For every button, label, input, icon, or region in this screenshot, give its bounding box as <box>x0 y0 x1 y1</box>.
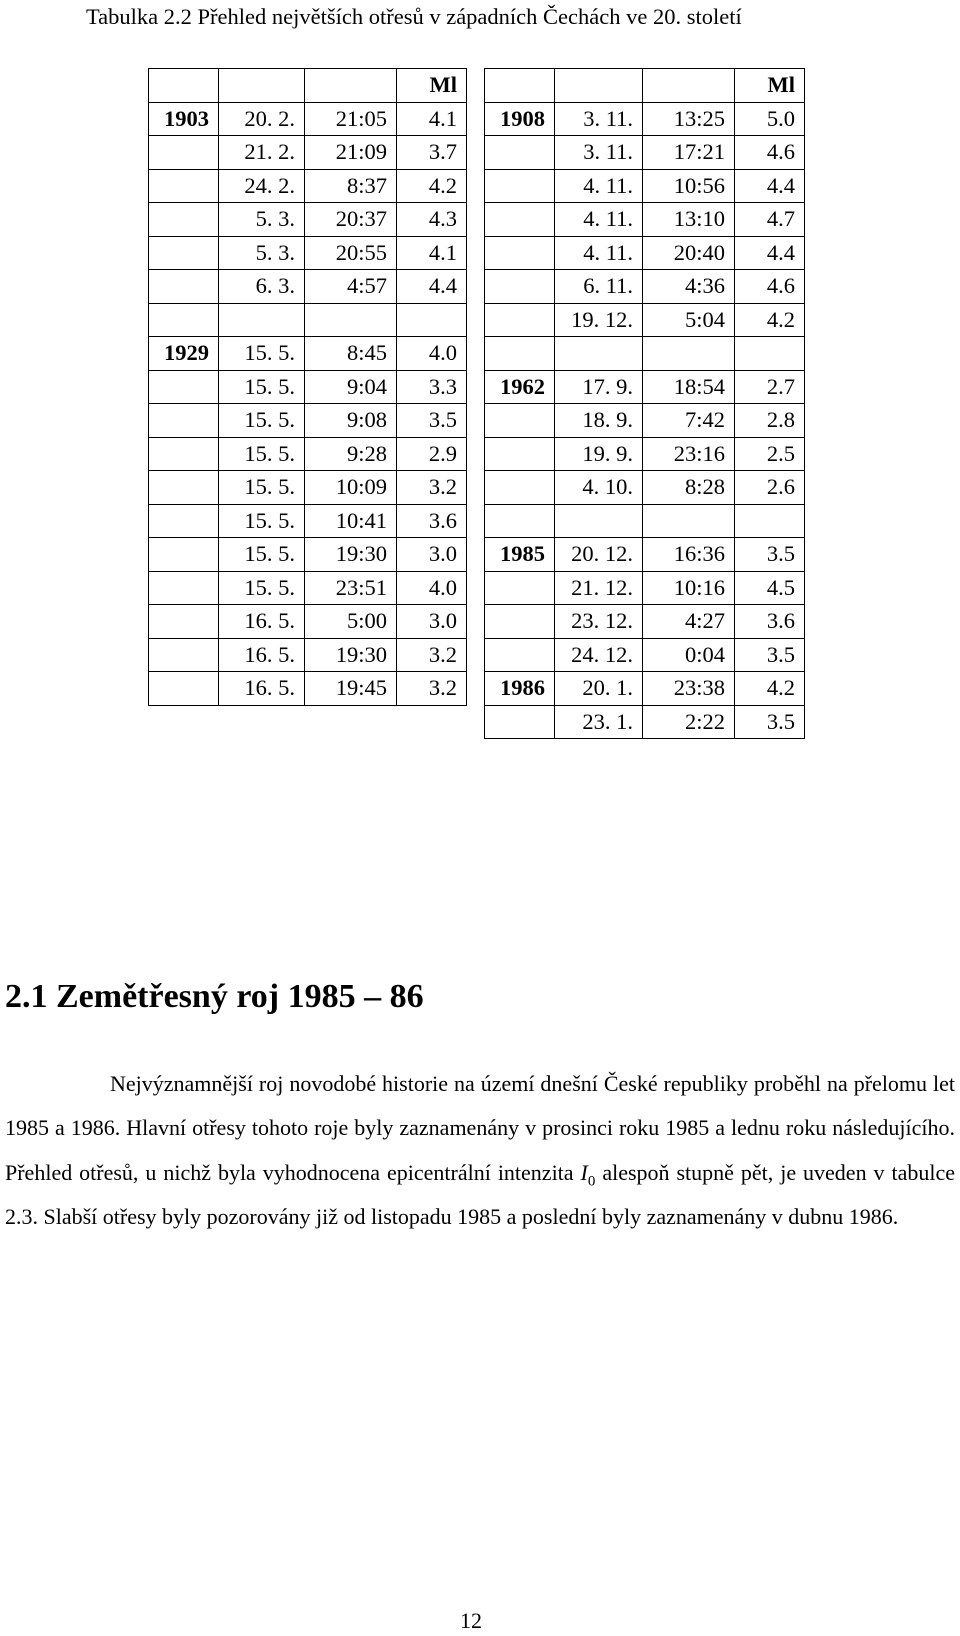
table-row <box>149 504 467 538</box>
year-cell: 1908 <box>485 102 555 136</box>
date-cell <box>555 337 643 371</box>
time-cell: 5:04 <box>643 303 735 337</box>
year-cell <box>149 571 219 605</box>
table-row <box>149 270 467 304</box>
year-cell <box>485 504 555 538</box>
ml-header-cell: Ml <box>397 69 467 103</box>
time-cell: 17:21 <box>643 136 735 170</box>
time-cell: 9:04 <box>305 370 397 404</box>
date-cell: 15. 5. <box>219 337 305 371</box>
magnitude-cell: 3.6 <box>735 605 805 639</box>
date-cell: 4. 10. <box>555 471 643 505</box>
table-row <box>485 270 805 304</box>
year-cell <box>485 136 555 170</box>
date-cell: 15. 5. <box>219 404 305 438</box>
time-cell: 21:09 <box>305 136 397 170</box>
date-cell: 16. 5. <box>219 605 305 639</box>
year-cell <box>149 638 219 672</box>
magnitude-cell: 4.2 <box>397 169 467 203</box>
date-cell <box>219 303 305 337</box>
date-cell: 19. 12. <box>555 303 643 337</box>
table-row <box>485 437 805 471</box>
year-cell <box>485 236 555 270</box>
intensity-subscript: 0 <box>587 1173 596 1190</box>
table-row <box>149 236 467 270</box>
magnitude-cell: 4.0 <box>397 337 467 371</box>
table-row <box>149 571 467 605</box>
magnitude-cell: 4.3 <box>397 203 467 237</box>
time-cell <box>305 69 397 103</box>
year-cell <box>485 203 555 237</box>
magnitude-cell: 4.1 <box>397 236 467 270</box>
table-row <box>485 571 805 605</box>
time-cell: 0:04 <box>643 638 735 672</box>
time-cell: 10:16 <box>643 571 735 605</box>
time-cell: 2:22 <box>643 705 735 739</box>
table-row <box>485 337 805 371</box>
time-cell: 4:57 <box>305 270 397 304</box>
magnitude-cell: 4.4 <box>735 169 805 203</box>
date-cell <box>219 69 305 103</box>
year-cell <box>485 571 555 605</box>
time-cell <box>305 303 397 337</box>
date-cell: 20. 2. <box>219 102 305 136</box>
year-cell <box>485 69 555 103</box>
time-cell: 19:30 <box>305 638 397 672</box>
time-cell: 5:00 <box>305 605 397 639</box>
magnitude-cell: 4.1 <box>397 102 467 136</box>
table-row <box>485 672 805 706</box>
ml-header-cell: Ml <box>735 69 805 103</box>
page-number: 12 <box>460 1608 482 1633</box>
date-cell: 16. 5. <box>219 638 305 672</box>
year-cell <box>485 270 555 304</box>
section-heading: 2.1 Zemětřesný roj 1985 – 86 <box>5 978 424 1015</box>
magnitude-cell: 2.9 <box>397 437 467 471</box>
table-row <box>485 504 805 538</box>
date-cell <box>555 504 643 538</box>
year-cell <box>485 638 555 672</box>
date-cell: 17. 9. <box>555 370 643 404</box>
date-cell: 6. 11. <box>555 270 643 304</box>
table-row <box>149 136 467 170</box>
magnitude-cell: 5.0 <box>735 102 805 136</box>
table-row <box>149 169 467 203</box>
table-row <box>149 538 467 572</box>
date-cell: 3. 11. <box>555 102 643 136</box>
time-cell <box>643 69 735 103</box>
time-cell: 20:40 <box>643 236 735 270</box>
date-cell: 4. 11. <box>555 169 643 203</box>
time-cell: 19:45 <box>305 672 397 706</box>
table-row <box>485 303 805 337</box>
table-row <box>485 638 805 672</box>
year-cell <box>149 136 219 170</box>
year-cell <box>485 605 555 639</box>
magnitude-cell: 2.5 <box>735 437 805 471</box>
table-row <box>149 471 467 505</box>
magnitude-cell: 4.4 <box>735 236 805 270</box>
date-cell: 6. 3. <box>219 270 305 304</box>
table-row <box>149 672 467 706</box>
year-cell <box>149 370 219 404</box>
time-cell: 21:05 <box>305 102 397 136</box>
year-cell <box>149 471 219 505</box>
date-cell: 21. 12. <box>555 571 643 605</box>
magnitude-cell: 4.5 <box>735 571 805 605</box>
date-cell: 24. 12. <box>555 638 643 672</box>
magnitude-cell: 3.5 <box>735 538 805 572</box>
table-row <box>485 471 805 505</box>
table-row <box>149 370 467 404</box>
date-cell: 15. 5. <box>219 370 305 404</box>
year-cell: 1903 <box>149 102 219 136</box>
date-cell: 4. 11. <box>555 203 643 237</box>
table-row <box>485 538 805 572</box>
table-caption: Tabulka 2.2 Přehled největších otřesů v západních Čechách ve 20. století <box>86 4 742 29</box>
date-cell: 15. 5. <box>219 538 305 572</box>
year-cell <box>485 437 555 471</box>
time-cell <box>643 337 735 371</box>
date-cell: 23. 1. <box>555 705 643 739</box>
table-row <box>149 203 467 237</box>
date-cell: 21. 2. <box>219 136 305 170</box>
time-cell: 8:37 <box>305 169 397 203</box>
magnitude-cell: 3.5 <box>735 705 805 739</box>
intensity-symbol: I <box>580 1159 588 1185</box>
magnitude-cell: 4.7 <box>735 203 805 237</box>
magnitude-cell: 3.2 <box>397 638 467 672</box>
table-row <box>485 404 805 438</box>
date-cell: 15. 5. <box>219 437 305 471</box>
magnitude-cell: 3.0 <box>397 538 467 572</box>
time-cell: 23:38 <box>643 672 735 706</box>
time-cell <box>643 504 735 538</box>
year-cell <box>149 169 219 203</box>
magnitude-cell: 4.6 <box>735 270 805 304</box>
magnitude-cell: 2.6 <box>735 471 805 505</box>
date-cell: 23. 12. <box>555 605 643 639</box>
year-cell <box>149 437 219 471</box>
time-cell: 8:45 <box>305 337 397 371</box>
year-cell <box>485 404 555 438</box>
time-cell: 20:37 <box>305 203 397 237</box>
year-cell <box>485 303 555 337</box>
time-cell: 10:56 <box>643 169 735 203</box>
table-row <box>149 404 467 438</box>
time-cell: 4:36 <box>643 270 735 304</box>
magnitude-cell: 3.2 <box>397 471 467 505</box>
table-row <box>485 203 805 237</box>
date-cell: 4. 11. <box>555 236 643 270</box>
time-cell: 9:28 <box>305 437 397 471</box>
magnitude-cell <box>397 303 467 337</box>
date-cell: 5. 3. <box>219 203 305 237</box>
magnitude-cell: 4.4 <box>397 270 467 304</box>
table-row <box>149 303 467 337</box>
year-cell <box>149 69 219 103</box>
date-cell: 15. 5. <box>219 571 305 605</box>
table-row <box>485 705 805 739</box>
magnitude-cell: 3.5 <box>735 638 805 672</box>
magnitude-cell: 4.0 <box>397 571 467 605</box>
table-row <box>485 605 805 639</box>
year-cell <box>485 471 555 505</box>
table-row <box>485 136 805 170</box>
time-cell: 10:09 <box>305 471 397 505</box>
date-cell: 24. 2. <box>219 169 305 203</box>
date-cell: 5. 3. <box>219 236 305 270</box>
time-cell: 7:42 <box>643 404 735 438</box>
date-cell: 15. 5. <box>219 504 305 538</box>
date-cell: 15. 5. <box>219 471 305 505</box>
magnitude-cell: 2.7 <box>735 370 805 404</box>
table-row <box>149 437 467 471</box>
time-cell: 16:36 <box>643 538 735 572</box>
time-cell: 18:54 <box>643 370 735 404</box>
time-cell: 19:30 <box>305 538 397 572</box>
table-header-row <box>149 69 467 103</box>
time-cell: 4:27 <box>643 605 735 639</box>
year-cell <box>149 538 219 572</box>
magnitude-cell: 3.3 <box>397 370 467 404</box>
year-cell <box>149 504 219 538</box>
year-cell <box>149 672 219 706</box>
time-cell: 23:16 <box>643 437 735 471</box>
table-row <box>149 605 467 639</box>
paragraph-text-part2: alespoň stupně pět, je uveden v tabulce 2.3. Slabší otřesy byly pozorovány již od listopadu 1985 a poslední byly zaznamenány v dubnu 1986. <box>5 1159 956 1230</box>
earthquake-table-right <box>484 68 805 739</box>
year-cell: 1986 <box>485 672 555 706</box>
year-cell <box>485 337 555 371</box>
year-cell <box>149 303 219 337</box>
magnitude-cell: 4.2 <box>735 303 805 337</box>
year-cell <box>149 203 219 237</box>
magnitude-cell: 4.2 <box>735 672 805 706</box>
year-cell: 1929 <box>149 337 219 371</box>
date-cell: 16. 5. <box>219 672 305 706</box>
table-row <box>149 337 467 371</box>
year-cell <box>149 270 219 304</box>
date-cell: 3. 11. <box>555 136 643 170</box>
year-cell <box>149 236 219 270</box>
table-row <box>149 638 467 672</box>
date-cell <box>555 69 643 103</box>
year-cell: 1962 <box>485 370 555 404</box>
time-cell: 9:08 <box>305 404 397 438</box>
magnitude-cell <box>735 504 805 538</box>
magnitude-cell: 3.2 <box>397 672 467 706</box>
date-cell: 18. 9. <box>555 404 643 438</box>
paragraph-text-part1: Nejvýznamnější roj novodobé historie na území dnešní České republiky proběhl na přelomu let 1985 a 1986. Hlavní otřesy tohoto roje byly zaznamenány v prosinci roku 1985 a lednu roku následujícího. Přehled otřesů, u nichž byla vyhodnocena epicentrální intenzita <box>5 1071 955 1185</box>
table-row <box>485 169 805 203</box>
date-cell: 19. 9. <box>555 437 643 471</box>
year-cell <box>149 404 219 438</box>
body-paragraph <box>5 1062 955 1240</box>
earthquake-table-left <box>148 68 467 706</box>
magnitude-cell: 2.8 <box>735 404 805 438</box>
time-cell: 10:41 <box>305 504 397 538</box>
time-cell: 20:55 <box>305 236 397 270</box>
table-row <box>485 102 805 136</box>
year-cell: 1985 <box>485 538 555 572</box>
magnitude-cell: 3.6 <box>397 504 467 538</box>
table-row <box>149 102 467 136</box>
table-row <box>485 370 805 404</box>
magnitude-cell: 3.7 <box>397 136 467 170</box>
table-header-row <box>485 69 805 103</box>
table-row <box>485 236 805 270</box>
year-cell <box>149 605 219 639</box>
magnitude-cell: 4.6 <box>735 136 805 170</box>
year-cell <box>485 705 555 739</box>
magnitude-cell: 3.5 <box>397 404 467 438</box>
magnitude-cell: 3.0 <box>397 605 467 639</box>
time-cell: 23:51 <box>305 571 397 605</box>
time-cell: 13:25 <box>643 102 735 136</box>
date-cell: 20. 12. <box>555 538 643 572</box>
magnitude-cell <box>735 337 805 371</box>
time-cell: 8:28 <box>643 471 735 505</box>
year-cell <box>485 169 555 203</box>
date-cell: 20. 1. <box>555 672 643 706</box>
time-cell: 13:10 <box>643 203 735 237</box>
